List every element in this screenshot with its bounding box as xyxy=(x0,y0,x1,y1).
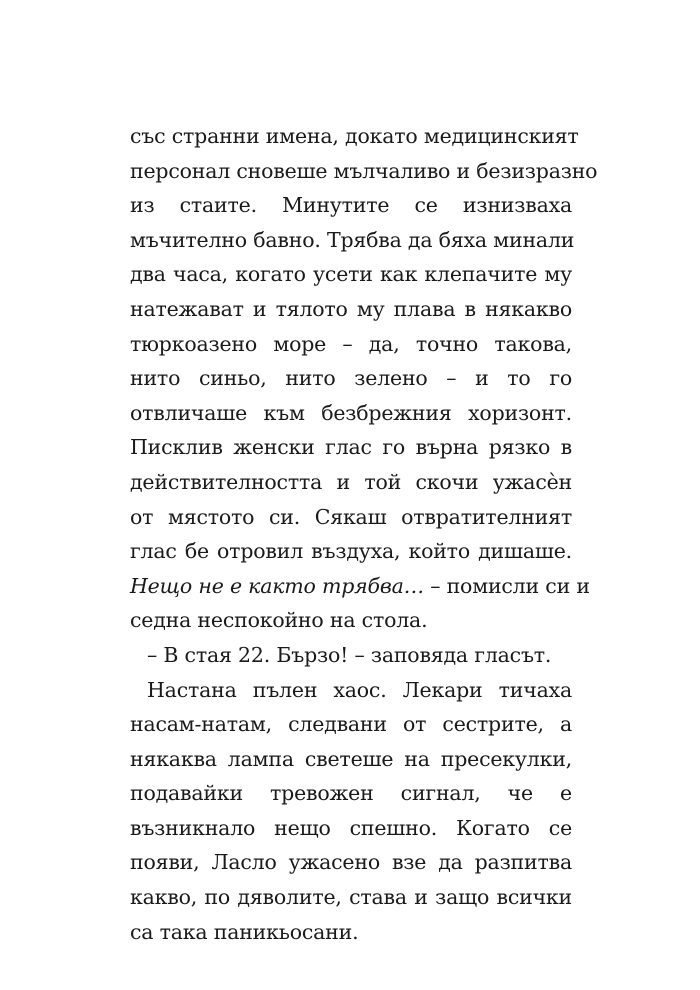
text-line: появи, Ласло ужасено взе да разпитва xyxy=(130,850,572,875)
italic-thought: Нещо не е както трябва… xyxy=(130,573,424,598)
text-line: насам-натам, следвани от сестрите, а xyxy=(130,712,572,737)
text-line: тюркоазено море – да, точно такова, xyxy=(130,331,572,356)
text-line: отвличаше към безбрежния хоризонт. xyxy=(130,400,572,425)
text-line: със странни имена, докато медицинският xyxy=(130,124,579,148)
text-line: из стаите. Минутите се изнизваха xyxy=(130,193,572,218)
text-line: действителността и той скочи ужасѐн xyxy=(130,469,572,494)
text-line: два часа, когато усети как клепачите му xyxy=(130,262,572,287)
text-line: Писклив женски глас го върна рязко в xyxy=(130,435,572,460)
text-line: някаква лампа светеше на пресекулки, xyxy=(130,746,572,771)
text-line: нито синьо, нито зелено – и то го xyxy=(130,366,572,391)
paragraph-last-line: седна неспокойно на стола. xyxy=(130,608,428,633)
text-line: възникнало нещо спешно. Когато се xyxy=(130,815,572,840)
text-line: какво, по дяволите, става и защо всички xyxy=(130,885,572,910)
dialogue-line: – В стая 22. Бързо! – заповяда гласът. xyxy=(147,642,552,667)
text-line: мъчително бавно. Трябва да бяха минали xyxy=(130,227,575,252)
text-line: Настана пълен хаос. Лекари тичаха xyxy=(147,677,572,702)
text-line: подавайки тревожен сигнал, че е xyxy=(130,781,572,806)
page-text xyxy=(130,119,598,949)
paragraph-last-line: са така паникьосани. xyxy=(130,919,359,944)
text-line: глас бе отровил въздуха, който дишаше. xyxy=(130,539,572,564)
text-line xyxy=(130,569,590,604)
text-fragment: – помисли си и xyxy=(423,573,590,598)
text-line: персонал сновеше мълчаливо и безизразно xyxy=(130,158,598,183)
text-line: от мястото си. Сякаш отвратителният xyxy=(130,504,572,529)
text-line: натежават и тялото му плава в някакво xyxy=(130,296,572,321)
